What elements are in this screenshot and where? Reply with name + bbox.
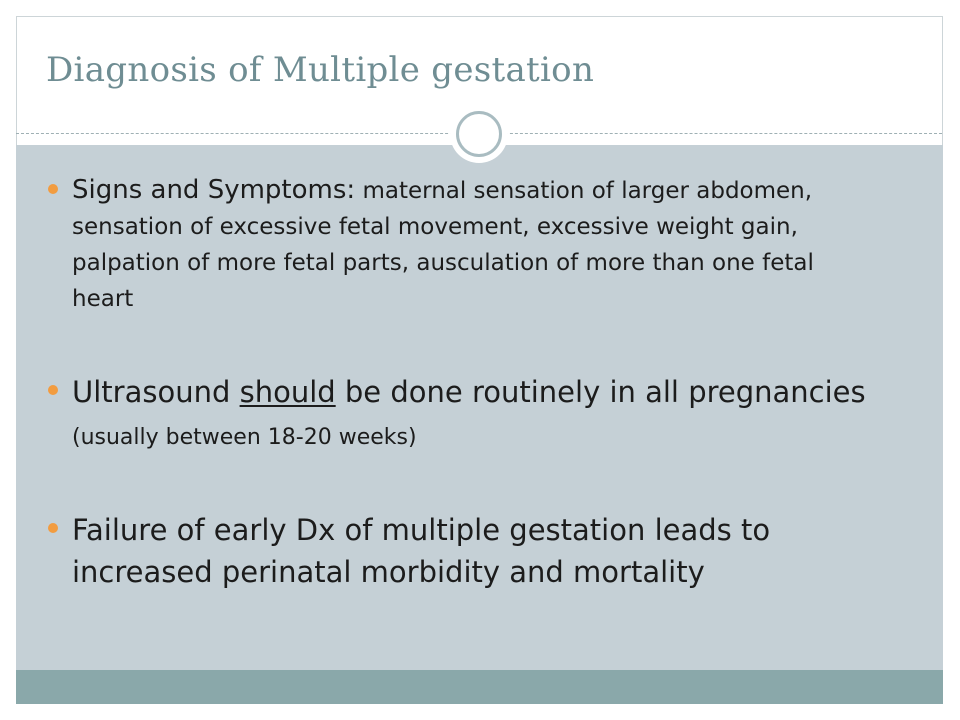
- bullet-failure-dx: [48, 509, 878, 593]
- slide-title: Diagnosis of Multiple gestation: [46, 50, 595, 90]
- bullet-note: (usually between 18-20 weeks): [72, 425, 417, 450]
- bullet-text: Failure of early Dx of multiple gestation leads to increased perinatal morbidity and mortality: [72, 513, 771, 589]
- bullet-list: [48, 172, 878, 593]
- ring-inner: [456, 111, 502, 157]
- bullet-text-post: be done routinely in all pregnancies: [344, 375, 866, 409]
- bullet-text: maternal sensation of larger abdomen, sensation of excessive fetal movement, excessive weight gain, palpation of more fetal parts, ausculation of more than one fetal heart: [72, 178, 814, 312]
- bullet-dot-icon: [48, 184, 58, 194]
- bullet-emphasis: should: [239, 375, 336, 409]
- ring-icon: [450, 105, 508, 163]
- footer-band: [16, 670, 943, 704]
- bullet-dot-icon: [48, 385, 58, 395]
- bullet-lead: Signs and Symptoms:: [72, 175, 356, 205]
- bullet-ultrasound: [48, 371, 878, 459]
- bullet-signs-symptoms: [48, 172, 878, 317]
- bullet-text-pre: Ultrasound: [72, 375, 231, 409]
- bullet-dot-icon: [48, 523, 58, 533]
